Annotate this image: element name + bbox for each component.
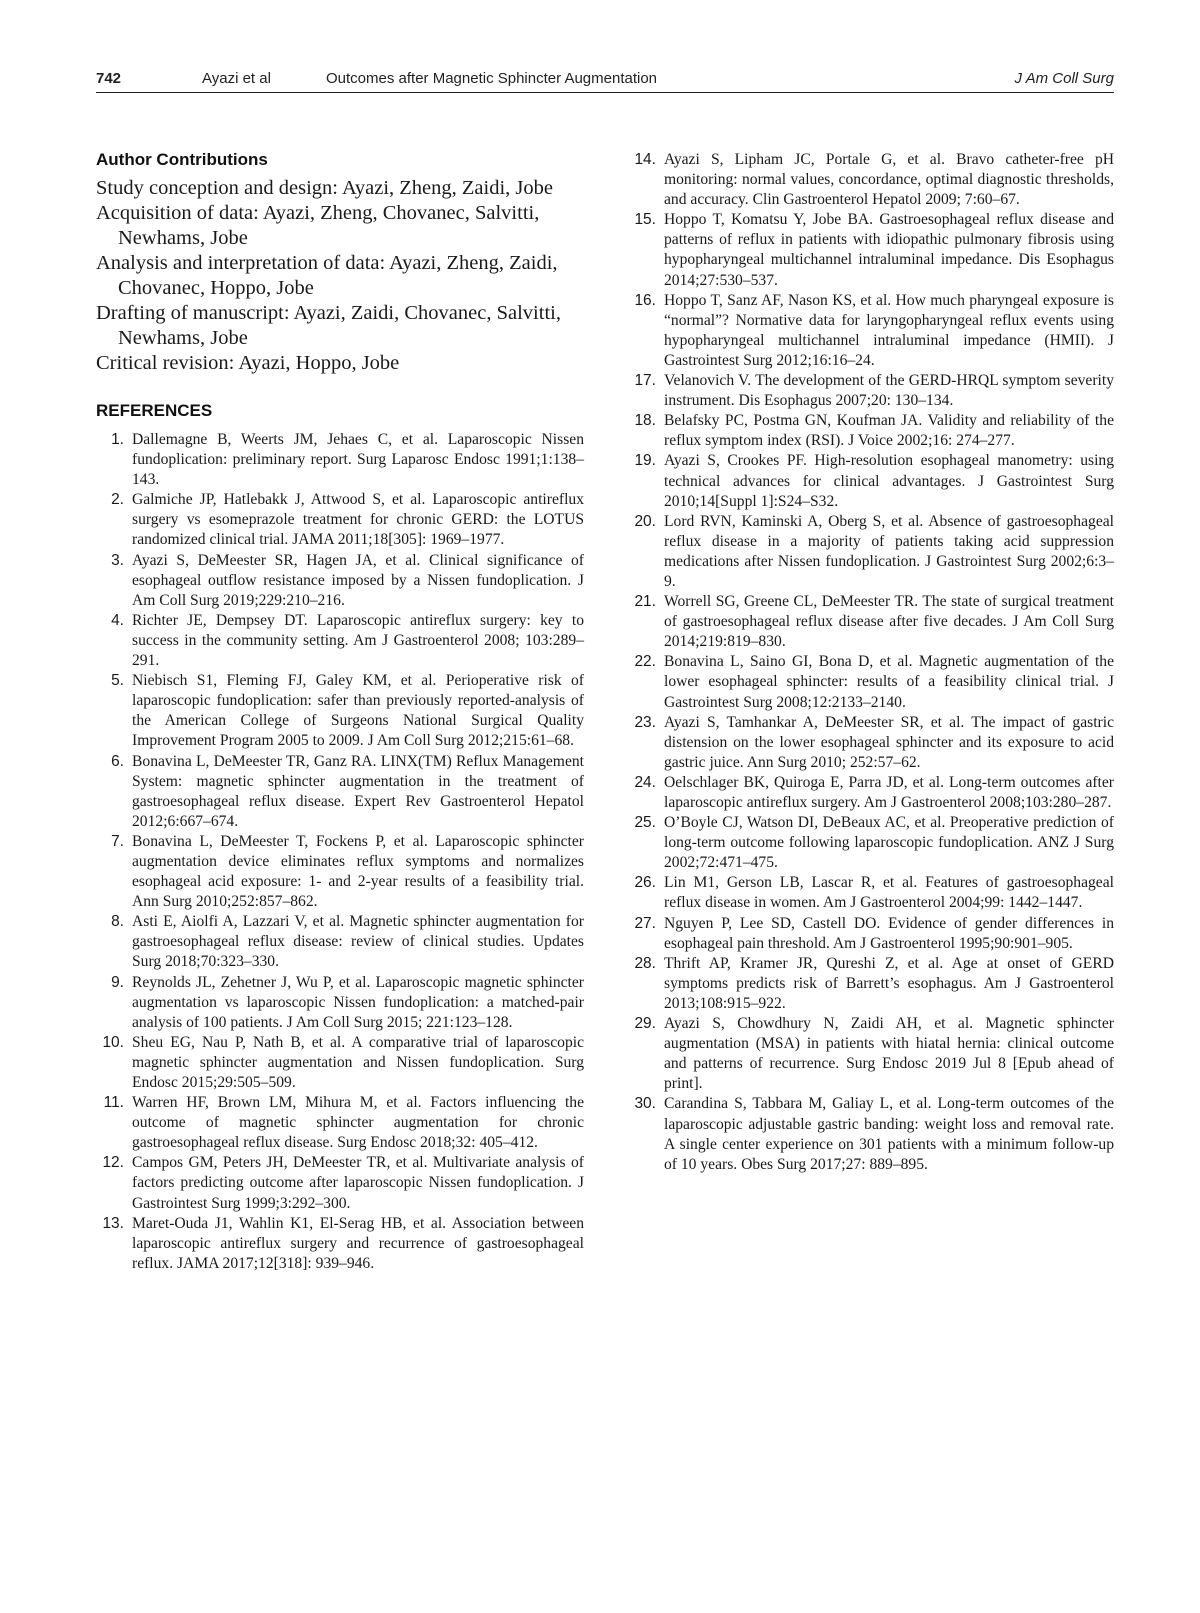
reference-text: O’Boyle CJ, Watson DI, DeBeaux AC, et al. Preoperative prediction of long-term outcome following laparoscopic fundoplication. ANZ J Surg 2002;72:471–475. xyxy=(664,814,1114,872)
contribution-item: Analysis and interpretation of data: Ayazi, Zheng, Zaidi, Chovanec, Hoppo, Jobe xyxy=(96,252,558,299)
right-column xyxy=(628,150,1114,1175)
reference-number: 28. xyxy=(634,954,656,972)
reference-number: 29. xyxy=(634,1015,656,1033)
reference-number: 20. xyxy=(634,512,656,530)
reference-number: 2. xyxy=(111,491,124,509)
reference-text: Reynolds JL, Zehetner J, Wu P, et al. Laparoscopic magnetic sphincter augmentation vs laparoscopic Nissen fundoplication: a matched-pair analysis of 100 patients. J Am Coll Surg 2015; 221:123–128. xyxy=(132,973,584,1031)
reference-text: Oelschlager BK, Quiroga E, Parra JD, et al. Long-term outcomes after laparoscopic antireflux surgery. Am J Gastroenterol 2008;103:280–287. xyxy=(664,773,1114,811)
reference-item xyxy=(96,1153,584,1213)
reference-item xyxy=(96,1093,584,1153)
reference-text: Carandina S, Tabbara M, Galiay L, et al. Long-term outcomes of the laparoscopic adjustable gastric banding: weight loss and removal rate. A single center experience on 301 patients with a minimum follow-up of 10 years. Obes Surg 2017;27: 889–895. xyxy=(664,1095,1114,1173)
reference-item xyxy=(628,713,1114,773)
contribution-item: Critical revision: Ayazi, Hoppo, Jobe xyxy=(96,352,400,374)
reference-text: Lord RVN, Kaminski A, Oberg S, et al. Absence of gastroesophageal reflux disease in a majority of patients taking acid suppression medications after Nissen fundoplication. J Gastrointest Surg 2002;6:3–9. xyxy=(664,512,1114,590)
contribution-item: Study conception and design: Ayazi, Zheng, Zaidi, Jobe xyxy=(96,177,553,199)
reference-item xyxy=(96,551,584,611)
reference-item xyxy=(628,150,1114,210)
author-contributions-list xyxy=(96,176,584,376)
reference-number: 16. xyxy=(634,291,656,309)
reference-item xyxy=(96,973,584,1033)
reference-number: 14. xyxy=(634,151,656,168)
reference-text: Ayazi S, Tamhankar A, DeMeester SR, et al. The impact of gastric distension on the lower esophageal sphincter and its exposure to acid gastric juice. Ann Surg 2010; 252:57–62. xyxy=(664,713,1114,771)
reference-item xyxy=(628,451,1114,511)
reference-text: Warren HF, Brown LM, Mihura M, et al. Factors influencing the outcome of magnetic sphincter augmentation for chronic gastroesophageal reflux disease. Surg Endosc 2018;32: 405–412. xyxy=(132,1094,584,1152)
left-column xyxy=(96,150,584,1274)
reference-number: 22. xyxy=(634,653,656,671)
reference-text: Richter JE, Dempsey DT. Laparoscopic antireflux surgery: key to success in the community setting. Am J Gastroenterol 2008; 103:289–291. xyxy=(132,611,584,670)
reference-item xyxy=(628,773,1114,813)
reference-number: 21. xyxy=(634,593,656,611)
reference-text: Ayazi S, Lipham JC, Portale G, et al. Bravo catheter-free pH monitoring: normal values, concordance, optimal diagnostic thresholds, and accuracy. Clin Gastroenterol Hepatol 2009; 7:60–67. xyxy=(664,151,1114,209)
contribution-item: Drafting of manuscript: Ayazi, Zaidi, Chovanec, Salvitti, Newhams, Jobe xyxy=(96,302,561,349)
reference-number: 23. xyxy=(634,713,656,731)
reference-number: 26. xyxy=(634,874,656,892)
reference-text: Ayazi S, Chowdhury N, Zaidi AH, et al. Magnetic sphincter augmentation (MSA) in patients with hiatal hernia: clinical outcome and patterns of recurrence. Surg Endosc 2019 Jul 8 [Epub ahead of print]. xyxy=(664,1015,1114,1093)
contribution-item: Acquisition of data: Ayazi, Zheng, Chovanec, Salvitti, Newhams, Jobe xyxy=(96,202,540,249)
reference-text: Hoppo T, Sanz AF, Nason KS, et al. How much pharyngeal exposure is “normal”? Normative data for laryngopharyngeal reflux events using hypopharyngeal multichannel intraluminal impedance (HMII). J Gastrointest Surg 2012;16:16–24. xyxy=(664,291,1114,369)
journal-name: J Am Coll Surg xyxy=(1014,70,1114,87)
reference-item xyxy=(96,430,584,490)
reference-number: 15. xyxy=(634,211,656,229)
reference-item xyxy=(628,813,1114,873)
reference-text: Asti E, Aiolfi A, Lazzari V, et al. Magnetic sphincter augmentation for gastroesophageal reflux disease: review of clinical studies. Updates Surg 2018;70:323–330. xyxy=(132,913,584,971)
reference-number: 27. xyxy=(634,914,656,932)
reference-number: 4. xyxy=(111,611,124,629)
reference-number: 5. xyxy=(111,672,124,690)
reference-number: 24. xyxy=(634,773,656,791)
reference-text: Bonavina L, Saino GI, Bona D, et al. Magnetic augmentation of the lower esophageal sphincter: results of a feasibility clinical trial. J Gastrointest Surg 2008;12:2133–2140. xyxy=(664,653,1114,711)
reference-number: 12. xyxy=(102,1154,124,1172)
reference-number: 7. xyxy=(111,832,124,850)
reference-item xyxy=(96,832,584,912)
reference-number: 6. xyxy=(111,752,124,770)
reference-item xyxy=(96,671,584,751)
reference-number: 13. xyxy=(102,1214,124,1232)
reference-number: 18. xyxy=(634,412,656,430)
reference-text: Belafsky PC, Postma GN, Koufman JA. Validity and reliability of the reflux symptom index (RSI). J Voice 2002;16: 274–277. xyxy=(664,412,1114,450)
reference-item xyxy=(96,912,584,972)
reference-item xyxy=(628,592,1114,652)
reference-item xyxy=(628,411,1114,451)
reference-number: 10. xyxy=(102,1033,124,1051)
reference-number: 19. xyxy=(634,452,656,470)
reference-text: Niebisch S1, Fleming FJ, Galey KM, et al. Perioperative risk of laparoscopic fundoplication: safer than previously reported-analysis of the American College of Surgeons National Surgical Quality Improvement Program 2005 to 2009. J Am Coll Surg 2012;215:61–68. xyxy=(132,672,584,750)
reference-item xyxy=(628,1094,1114,1174)
reference-item xyxy=(96,490,584,550)
reference-item xyxy=(628,512,1114,592)
reference-item xyxy=(628,210,1114,290)
reference-text: Ayazi S, Crookes PF. High-resolution esophageal manometry: using technical advances for clinical advantages. J Gastrointest Surg 2010;14[Suppl 1]:S24–S32. xyxy=(664,452,1114,510)
reference-number: 9. xyxy=(111,973,124,991)
reference-text: Ayazi S, DeMeester SR, Hagen JA, et al. Clinical significance of esophageal outflow resistance imposed by a Nissen fundoplication. J Am Coll Surg 2019;229:210–216. xyxy=(132,551,584,609)
reference-item xyxy=(628,873,1114,913)
reference-text: Dallemagne B, Weerts JM, Jehaes C, et al. Laparoscopic Nissen fundoplication: preliminary report. Surg Laparosc Endosc 1991;1:138–143. xyxy=(132,431,584,489)
reference-item xyxy=(628,652,1114,712)
reference-item xyxy=(96,752,584,832)
reference-item xyxy=(628,954,1114,1014)
reference-number: 11. xyxy=(103,1094,124,1112)
header-divider xyxy=(96,92,1114,93)
reference-text: Bonavina L, DeMeester TR, Ganz RA. LINX(TM) Reflux Management System: magnetic sphincter augmentation in the treatment of gastroesophageal reflux disease. Expert Rev Gastroenterol Hepatol 2012;6:667–674. xyxy=(132,752,584,830)
reference-text: Velanovich V. The development of the GERD-HRQL symptom severity instrument. Dis Esophagus 2007;20: 130–134. xyxy=(664,372,1114,410)
reference-item xyxy=(96,1033,584,1093)
reference-number: 17. xyxy=(634,372,656,390)
reference-text: Nguyen P, Lee SD, Castell DO. Evidence of gender differences in esophageal pain threshold. Am J Gastroenterol 1995;90:901–905. xyxy=(664,914,1114,952)
reference-list-right xyxy=(628,150,1114,1175)
reference-text: Maret-Ouda J1, Wahlin K1, El-Serag HB, et al. Association between laparoscopic antireflux surgery and recurrence of gastroesophageal reflux. JAMA 2017;12[318]: 939–946. xyxy=(132,1214,584,1272)
reference-text: Thrift AP, Kramer JR, Qureshi Z, et al. Age at onset of GERD symptoms predicts risk of Barrett’s esophagus. Am J Gastroenterol 2013;108:915–922. xyxy=(664,954,1114,1012)
reference-item xyxy=(628,914,1114,954)
reference-item xyxy=(628,1014,1114,1094)
reference-text: Hoppo T, Komatsu Y, Jobe BA. Gastroesophageal reflux disease and patterns of reflux in patients with idiopathic pulmonary fibrosis using hypopharyngeal multichannel intraluminal impedance. Dis Esophagus 2014;27:530–537. xyxy=(664,211,1114,289)
reference-number: 1. xyxy=(111,431,124,448)
running-title: Outcomes after Magnetic Sphincter Augmentation xyxy=(326,70,658,87)
reference-text: Bonavina L, DeMeester T, Fockens P, et al. Laparoscopic sphincter augmentation device eliminates reflux symptoms and normalizes esophageal acid exposure: 1- and 2-year results of a feasibility trial. Ann Surg 2010;252:857–862. xyxy=(132,832,584,911)
reference-number: 3. xyxy=(111,551,124,569)
reference-item xyxy=(628,371,1114,411)
reference-list-left xyxy=(96,430,584,1274)
running-authors: Ayazi et al xyxy=(202,70,271,87)
reference-number: 25. xyxy=(634,814,656,832)
reference-text: Worrell SG, Greene CL, DeMeester TR. The state of surgical treatment of gastroesophageal reflux disease after five decades. J Am Coll Surg 2014;219:819–830. xyxy=(664,593,1114,651)
reference-text: Lin M1, Gerson LB, Lascar R, et al. Features of gastroesophageal reflux disease in women. Am J Gastroenterol 2004;99: 1442–1447. xyxy=(664,874,1114,912)
reference-item xyxy=(628,291,1114,371)
page-number: 742 xyxy=(96,70,122,87)
reference-text: Galmiche JP, Hatlebakk J, Attwood S, et al. Laparoscopic antireflux surgery vs esomeprazole treatment for chronic GERD: the LOTUS randomized clinical trial. JAMA 2011;18[305]: 1969–1977. xyxy=(132,491,584,549)
reference-item xyxy=(96,611,584,671)
reference-number: 30. xyxy=(634,1095,656,1113)
references-heading: REFERENCES xyxy=(96,401,213,420)
reference-item xyxy=(96,1214,584,1274)
reference-text: Sheu EG, Nau P, Nath B, et al. A comparative trial of laparoscopic magnetic sphincter augmentation and Nissen fundoplication. Surg Endosc 2015;29:505–509. xyxy=(132,1033,584,1091)
reference-text: Campos GM, Peters JH, DeMeester TR, et al. Multivariate analysis of factors predicting outcome after laparoscopic Nissen fundoplication. J Gastrointest Surg 1999;3:292–300. xyxy=(132,1154,584,1212)
reference-number: 8. xyxy=(111,913,124,931)
running-header xyxy=(96,66,1114,90)
author-contributions-heading: Author Contributions xyxy=(96,150,268,169)
